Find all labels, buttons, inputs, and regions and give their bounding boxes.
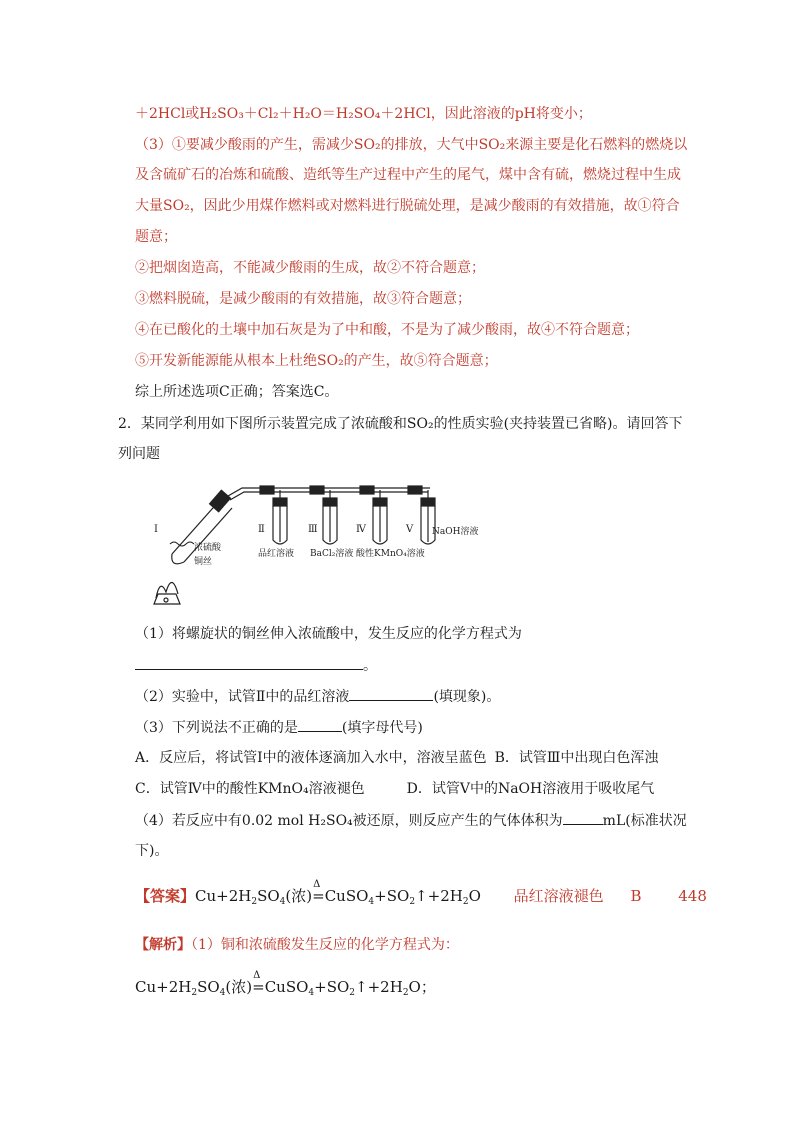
analysis-line (135, 935, 459, 955)
analysis-label: 【解析】 (135, 937, 191, 953)
option-a: A．反应后，将试管Ⅰ中的液体逐滴加入水中，溶液呈蓝色 (135, 750, 487, 766)
answer-line: 【答案】$Cu+2H_2SO_4$(浓) Δ $=CuSO_4+SO_2↑+2H_2O$ 品红溶液褪色 B 448 (135, 879, 707, 907)
question-2-4-pre: （4）若反应中有0.02 mol H₂SO₄被还原，则反应产生的气体体积为 (135, 813, 563, 829)
answer-label: 【答案】 (135, 887, 196, 905)
question-2-2-post: (填现象)。 (433, 689, 501, 705)
analysis-equation: $Cu+2H_2SO_4$(浓) Δ $=CuSO_4+SO_2↑+2H_2O$； (135, 970, 436, 998)
answer-3: B (630, 887, 642, 905)
option-d: D．试管Ⅴ中的NaOH溶液用于吸收尾气 (406, 781, 655, 797)
label-copper: 铜丝 (194, 557, 213, 567)
option-c: C．试管Ⅳ中的酸性KMnO₄溶液褪色 (135, 781, 365, 797)
text-line-5: 题意； (135, 229, 177, 245)
tube-label-1: Ⅰ (154, 524, 158, 535)
text-line-8: ④在已酸化的土壤中加石灰是为了中和酸，不是为了减少酸雨，故④不符合题意； (135, 322, 639, 338)
option-row-ab (135, 748, 658, 768)
question-2-3-pre: （3）下列说法不正确的是 (135, 720, 298, 736)
answer-4: 448 (678, 887, 707, 905)
text-line-2: （3）①要减少酸雨的产生，需减少SO₂的排放，大气中SO₂来源主要是化石燃料的燃烧以 (135, 137, 688, 153)
text-line-7: ③燃料脱硫，是减少酸雨的有效措施，故③符合题意； (135, 291, 471, 307)
text-line-6: ②把烟囱造高，不能减少酸雨的生成，故②不符合题意； (135, 260, 485, 276)
question-2-1-end: 。 (363, 658, 377, 674)
label-bacl2: BaCl₂溶液 (310, 549, 354, 559)
question-2-1: （1）将螺旋状的铜丝伸入浓硫酸中，发生反应的化学方程式为 (135, 626, 522, 642)
question-2-3 (135, 717, 423, 738)
option-row-cd (135, 779, 654, 799)
answer-blank-4[interactable] (563, 810, 603, 825)
text-line-9: ⑤开发新能源能从根本上杜绝SO₂的产生，故⑤符合题意； (135, 353, 498, 369)
tube-label-3: Ⅲ (308, 524, 318, 535)
tube-label-5: Ⅴ (406, 524, 414, 535)
answer-blank-2[interactable] (349, 686, 433, 701)
question-2-2-pre: （2）实验中，试管Ⅱ中的品红溶液 (135, 689, 350, 705)
question-2-4 (135, 810, 687, 831)
analysis-text: （1）铜和浓硫酸发生反应的化学方程式为： (191, 937, 459, 953)
question-2-1-blank-line (135, 655, 377, 676)
analysis-equation-end: ； (420, 978, 436, 996)
question-2-stem-cont: 列问题 (118, 446, 160, 462)
tube-label-4: Ⅳ (356, 524, 366, 535)
answer-blank-3[interactable] (298, 717, 342, 732)
tube-label-2: Ⅱ (258, 524, 265, 535)
question-2-4-post: mL(标准状况 (602, 813, 687, 829)
question-2-2 (135, 686, 500, 707)
text-line-10: 综上所述选项C正确；答案选C。 (135, 384, 339, 400)
answer-2: 品红溶液褪色 (513, 887, 604, 905)
answer-blank-1[interactable] (135, 655, 363, 670)
label-acid: 浓硫酸 (194, 543, 222, 553)
question-2-4-end: 下)。 (135, 843, 169, 859)
text-line-1: ＋2HCl或H₂SO₃＋Cl₂＋H₂O＝H₂SO₄＋2HCl，因此溶液的pH将变小； (135, 106, 592, 122)
label-kmno4: 酸性KMnO₄溶液 (356, 549, 425, 559)
text-line-4: 大量SO₂，因此少用煤作燃料或对燃料进行脱硫处理，是减少酸雨的有效措施，故①符合 (135, 198, 680, 214)
label-pinhong: 品红溶液 (258, 549, 295, 559)
label-naoh: NaOH溶液 (432, 527, 479, 537)
text-line-3: 及含硫矿石的冶炼和硫酸、造纸等生产过程中产生的尾气，煤中含有硫，燃烧过程中生成 (135, 167, 681, 183)
question-2-3-post: (填字母代号) (341, 720, 423, 736)
option-b: B．试管Ⅲ中出现白色浑浊 (494, 750, 659, 766)
question-2-stem: 2．某同学利用如下图所示装置完成了浓硫酸和SO₂的性质实验(夹持装置已省略)。请回答下 (118, 416, 683, 432)
apparatus-diagram (150, 482, 479, 607)
